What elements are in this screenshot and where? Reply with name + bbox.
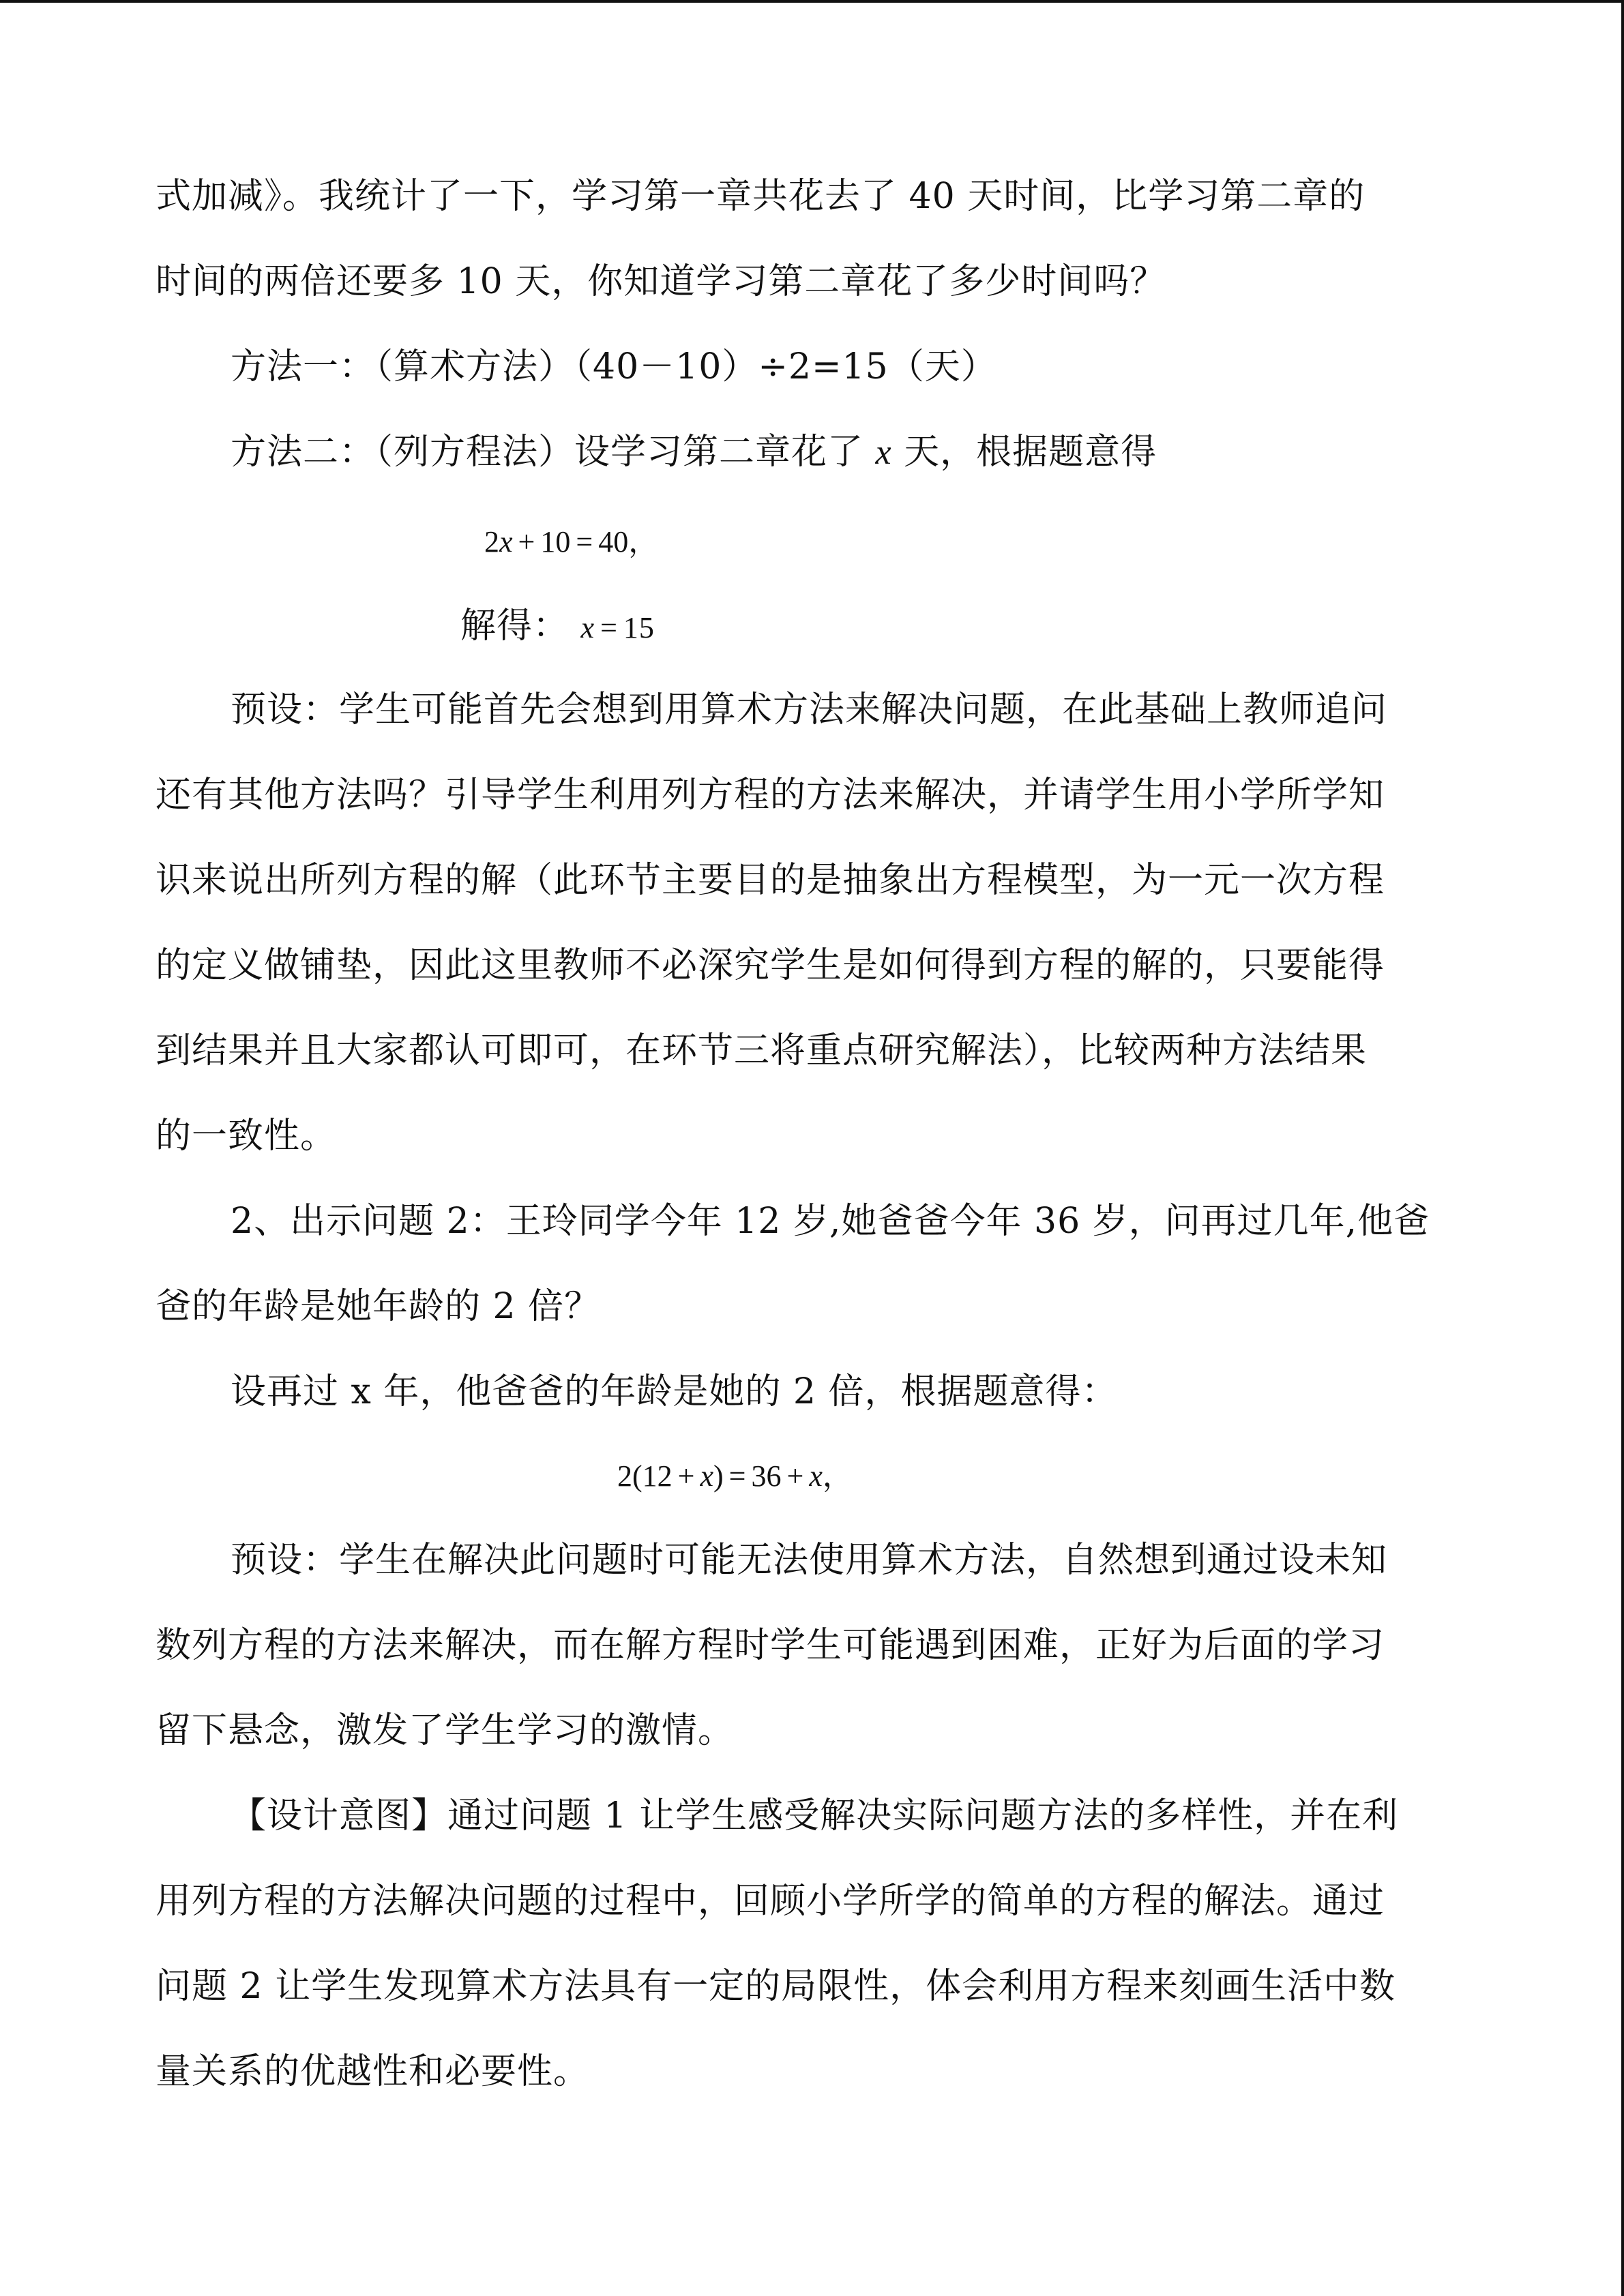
method-two-variable: x [875, 433, 892, 472]
method-two-prefix: 方法二：（列方程法）设学习第二章花了 [231, 432, 864, 473]
eq2-left-open: 2(12 [617, 1459, 673, 1493]
page-right-border [1621, 0, 1624, 2296]
page-top-border [0, 0, 1624, 3]
solution-label: 解得： [460, 606, 570, 646]
paragraph-line: 预设：学生在解决此问题时可能无法使用算术方法，自然想到通过设未知 [231, 1540, 1388, 1581]
eq2-plus: + [677, 1459, 695, 1493]
problem-two-setup: 设再过 x 年，他爸爸的年龄是她的 2 倍，根据题意得： [231, 1371, 1118, 1412]
paragraph-line: 留下悬念，激发了学生学习的激情。 [156, 1710, 735, 1751]
eq2-comma: ， [822, 1459, 853, 1493]
paragraph-line: 识来说出所列方程的解（此环节主要目的是抽象出方程模型，为一元一次方程 [156, 860, 1385, 901]
design-intent-line: 问题 2 让学生发现算术方法具有一定的局限性，体会利用方程来刻画生活中数 [156, 1966, 1396, 2007]
method-one-line: 方法一：（算术方法）（40－10）÷2=15（天） [231, 346, 997, 387]
eq2-variable-right: x [809, 1459, 823, 1493]
paragraph-line: 到结果并且大家都认可即可，在环节三将重点研究解法），比较两种方法结果 [156, 1030, 1368, 1071]
solution-line [460, 603, 655, 648]
solution-value: 15 [623, 611, 655, 644]
design-intent-line: 用列方程的方法解决问题的过程中，回顾小学所学的简单的方程的解法。通过 [156, 1881, 1385, 1922]
text-line: 式加减》。我统计了一下，学习第一章共花去了 40 天时间，比学习第二章的 [156, 176, 1365, 217]
paragraph-line: 还有其他方法吗？引导学生利用列方程的方法来解决，并请学生用小学所学知 [156, 775, 1385, 816]
eq1-equals: = [576, 525, 593, 558]
eq1-plus: + [518, 525, 535, 558]
solution-variable: x [580, 611, 595, 644]
equation-two [617, 1456, 853, 1497]
text-line: 时间的两倍还要多 10 天，你知道学习第二章花了多少时间吗？ [156, 261, 1166, 302]
eq2-left-close: ) [713, 1459, 724, 1493]
method-two-suffix: 天，根据题意得 [904, 432, 1157, 473]
problem-two-line: 爸的年龄是她年龄的 2 倍？ [156, 1286, 601, 1327]
paragraph-line: 预设：学生可能首先会想到用算术方法来解决问题，在此基础上教师追问 [231, 689, 1388, 730]
eq1-coefficient: 2 [484, 525, 499, 558]
equation-one [484, 522, 658, 563]
design-intent-line: 量关系的优越性和必要性。 [156, 2051, 590, 2092]
problem-two-line: 2、出示问题 2：王玲同学今年 12 岁,她爸爸今年 36 岁，问再过几年,他爸 [231, 1201, 1430, 1242]
eq2-equals: = [728, 1459, 746, 1493]
solution-equals: = [600, 611, 618, 644]
method-two-line [231, 430, 1157, 475]
eq2-plus-right: + [786, 1459, 804, 1493]
paragraph-line: 的定义做铺垫，因此这里教师不必深究学生是如何得到方程的解的，只要能得 [156, 945, 1385, 986]
paragraph-line: 数列方程的方法来解决，而在解方程时学生可能遇到困难，正好为后面的学习 [156, 1625, 1385, 1666]
paragraph-line: 的一致性。 [156, 1116, 337, 1157]
eq2-variable: x [700, 1459, 714, 1493]
design-intent-line: 【设计意图】通过问题 1 让学生感受解决实际问题方法的多样性，并在利 [231, 1795, 1399, 1836]
eq1-variable: x [499, 525, 513, 558]
eq1-result: 40 [598, 525, 629, 558]
eq1-comma: ， [628, 525, 659, 558]
eq2-constant: 36 [751, 1459, 782, 1493]
eq1-constant: 10 [540, 525, 571, 558]
